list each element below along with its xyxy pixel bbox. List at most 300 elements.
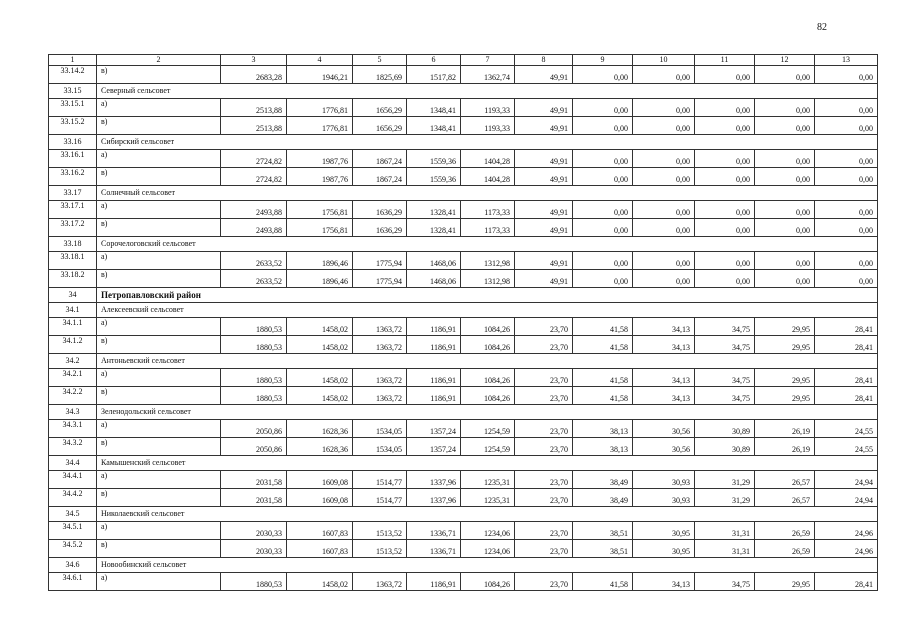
cell-value: 2683,28 xyxy=(221,66,287,84)
row-label: в) xyxy=(97,387,221,405)
cell-value: 26,19 xyxy=(755,438,815,456)
cell-value: 0,00 xyxy=(695,219,755,237)
cell-value: 0,00 xyxy=(573,219,633,237)
section-title: Антоньевский сельсовет xyxy=(97,354,878,369)
row-label: а) xyxy=(97,522,221,540)
cell-value: 2493,88 xyxy=(221,219,287,237)
cell-value: 0,00 xyxy=(755,168,815,186)
section-code: 34.5 xyxy=(49,507,97,522)
cell-value: 1607,83 xyxy=(287,522,353,540)
table-row xyxy=(49,270,878,288)
table-row xyxy=(49,387,878,405)
cell-value: 29,95 xyxy=(755,318,815,336)
cell-value: 0,00 xyxy=(755,270,815,288)
cell-value: 1173,33 xyxy=(461,219,515,237)
cell-value: 1514,77 xyxy=(353,471,407,489)
row-label: в) xyxy=(97,219,221,237)
cell-value: 26,19 xyxy=(755,420,815,438)
cell-value: 2633,52 xyxy=(221,270,287,288)
row-code: 33.17.1 xyxy=(49,201,97,219)
table-row xyxy=(49,438,878,456)
row-label: в) xyxy=(97,438,221,456)
row-code: 34.5.2 xyxy=(49,540,97,558)
cell-value: 1896,46 xyxy=(287,252,353,270)
cell-value: 1186,91 xyxy=(407,387,461,405)
cell-value: 1458,02 xyxy=(287,573,353,591)
cell-value: 0,00 xyxy=(633,201,695,219)
cell-value: 0,00 xyxy=(573,150,633,168)
row-label: а) xyxy=(97,318,221,336)
cell-value: 0,00 xyxy=(633,270,695,288)
cell-value: 0,00 xyxy=(815,252,878,270)
cell-value: 1880,53 xyxy=(221,336,287,354)
table-row xyxy=(49,99,878,117)
page-number: 82 xyxy=(817,22,827,33)
cell-value: 1775,94 xyxy=(353,270,407,288)
cell-value: 30,56 xyxy=(633,438,695,456)
cell-value: 28,41 xyxy=(815,387,878,405)
row-code: 34.3.2 xyxy=(49,438,97,456)
cell-value: 2724,82 xyxy=(221,168,287,186)
cell-value: 1656,29 xyxy=(353,117,407,135)
cell-value: 1825,69 xyxy=(353,66,407,84)
cell-value: 29,95 xyxy=(755,573,815,591)
cell-value: 38,51 xyxy=(573,522,633,540)
cell-value: 30,95 xyxy=(633,540,695,558)
table-row xyxy=(49,168,878,186)
section-code: 34 xyxy=(49,288,97,303)
cell-value: 1193,33 xyxy=(461,117,515,135)
row-label: в) xyxy=(97,168,221,186)
cell-value: 30,89 xyxy=(695,420,755,438)
cell-value: 34,13 xyxy=(633,369,695,387)
cell-value: 38,49 xyxy=(573,471,633,489)
row-code: 33.18.2 xyxy=(49,270,97,288)
cell-value: 1514,77 xyxy=(353,489,407,507)
cell-value: 49,91 xyxy=(515,99,573,117)
district-row xyxy=(49,288,878,303)
cell-value: 1867,24 xyxy=(353,150,407,168)
cell-value: 0,00 xyxy=(573,270,633,288)
cell-value: 1776,81 xyxy=(287,117,353,135)
cell-value: 31,29 xyxy=(695,471,755,489)
cell-value: 0,00 xyxy=(633,99,695,117)
cell-value: 1458,02 xyxy=(287,387,353,405)
cell-value: 41,58 xyxy=(573,387,633,405)
cell-value: 0,00 xyxy=(573,168,633,186)
section-title: Сибирский сельсовет xyxy=(97,135,878,150)
cell-value: 0,00 xyxy=(573,66,633,84)
cell-value: 1628,36 xyxy=(287,438,353,456)
table-row xyxy=(49,522,878,540)
cell-value: 2050,86 xyxy=(221,420,287,438)
cell-value: 23,70 xyxy=(515,489,573,507)
cell-value: 34,75 xyxy=(695,336,755,354)
section-row xyxy=(49,507,878,522)
cell-value: 1559,36 xyxy=(407,150,461,168)
cell-value: 0,00 xyxy=(755,99,815,117)
column-header: 10 xyxy=(633,55,695,66)
cell-value: 38,49 xyxy=(573,489,633,507)
tariff-table xyxy=(48,54,878,591)
row-code: 33.14.2 xyxy=(49,66,97,84)
cell-value: 38,13 xyxy=(573,438,633,456)
section-title: Николаевский сельсовет xyxy=(97,507,878,522)
cell-value: 1348,41 xyxy=(407,117,461,135)
section-code: 33.15 xyxy=(49,84,97,99)
row-code: 34.1.2 xyxy=(49,336,97,354)
cell-value: 0,00 xyxy=(815,99,878,117)
cell-value: 1254,59 xyxy=(461,420,515,438)
cell-value: 1084,26 xyxy=(461,369,515,387)
cell-value: 1468,06 xyxy=(407,252,461,270)
cell-value: 0,00 xyxy=(755,150,815,168)
section-row xyxy=(49,456,878,471)
cell-value: 30,93 xyxy=(633,471,695,489)
table-row xyxy=(49,117,878,135)
cell-value: 1084,26 xyxy=(461,318,515,336)
column-header: 1 xyxy=(49,55,97,66)
column-header: 6 xyxy=(407,55,461,66)
cell-value: 49,91 xyxy=(515,150,573,168)
table-row xyxy=(49,420,878,438)
row-code: 33.17.2 xyxy=(49,219,97,237)
cell-value: 1336,71 xyxy=(407,522,461,540)
row-code: 34.1.1 xyxy=(49,318,97,336)
cell-value: 1896,46 xyxy=(287,270,353,288)
cell-value: 1336,71 xyxy=(407,540,461,558)
section-code: 34.4 xyxy=(49,456,97,471)
cell-value: 23,70 xyxy=(515,471,573,489)
cell-value: 1328,41 xyxy=(407,219,461,237)
column-header: 12 xyxy=(755,55,815,66)
column-header: 2 xyxy=(97,55,221,66)
cell-value: 2633,52 xyxy=(221,252,287,270)
table-header-row xyxy=(49,55,878,66)
cell-value: 26,57 xyxy=(755,489,815,507)
column-header: 3 xyxy=(221,55,287,66)
cell-value: 1312,98 xyxy=(461,270,515,288)
cell-value: 24,94 xyxy=(815,471,878,489)
cell-value: 26,57 xyxy=(755,471,815,489)
cell-value: 0,00 xyxy=(815,168,878,186)
cell-value: 2030,33 xyxy=(221,522,287,540)
cell-value: 29,95 xyxy=(755,369,815,387)
table-row xyxy=(49,318,878,336)
cell-value: 1404,28 xyxy=(461,168,515,186)
cell-value: 1880,53 xyxy=(221,573,287,591)
cell-value: 0,00 xyxy=(815,150,878,168)
cell-value: 2050,86 xyxy=(221,438,287,456)
table-row xyxy=(49,219,878,237)
district-title: Петропавловский район xyxy=(97,288,878,303)
cell-value: 1607,83 xyxy=(287,540,353,558)
cell-value: 1235,31 xyxy=(461,489,515,507)
section-row xyxy=(49,186,878,201)
cell-value: 30,89 xyxy=(695,438,755,456)
cell-value: 49,91 xyxy=(515,117,573,135)
cell-value: 1084,26 xyxy=(461,573,515,591)
cell-value: 1776,81 xyxy=(287,99,353,117)
cell-value: 1328,41 xyxy=(407,201,461,219)
cell-value: 24,96 xyxy=(815,522,878,540)
cell-value: 1559,36 xyxy=(407,168,461,186)
cell-value: 49,91 xyxy=(515,168,573,186)
cell-value: 0,00 xyxy=(755,201,815,219)
cell-value: 1987,76 xyxy=(287,168,353,186)
cell-value: 1357,24 xyxy=(407,438,461,456)
cell-value: 26,59 xyxy=(755,540,815,558)
section-row xyxy=(49,237,878,252)
cell-value: 1513,52 xyxy=(353,522,407,540)
cell-value: 2030,33 xyxy=(221,540,287,558)
cell-value: 0,00 xyxy=(695,168,755,186)
cell-value: 1363,72 xyxy=(353,573,407,591)
cell-value: 0,00 xyxy=(633,117,695,135)
cell-value: 30,93 xyxy=(633,489,695,507)
table-row xyxy=(49,252,878,270)
table-row xyxy=(49,540,878,558)
cell-value: 0,00 xyxy=(695,270,755,288)
cell-value: 1254,59 xyxy=(461,438,515,456)
cell-value: 24,55 xyxy=(815,420,878,438)
cell-value: 28,41 xyxy=(815,369,878,387)
cell-value: 1946,21 xyxy=(287,66,353,84)
cell-value: 41,58 xyxy=(573,318,633,336)
cell-value: 49,91 xyxy=(515,201,573,219)
section-row xyxy=(49,354,878,369)
table-row xyxy=(49,201,878,219)
table-row xyxy=(49,66,878,84)
table-row xyxy=(49,471,878,489)
cell-value: 34,13 xyxy=(633,318,695,336)
section-title: Сорочелоговский сельсовет xyxy=(97,237,878,252)
cell-value: 29,95 xyxy=(755,387,815,405)
cell-value: 1880,53 xyxy=(221,369,287,387)
cell-value: 28,41 xyxy=(815,318,878,336)
section-title: Северный сельсовет xyxy=(97,84,878,99)
section-title: Зеленодольский сельсовет xyxy=(97,405,878,420)
cell-value: 0,00 xyxy=(633,150,695,168)
cell-value: 28,41 xyxy=(815,336,878,354)
cell-value: 0,00 xyxy=(815,66,878,84)
cell-value: 0,00 xyxy=(695,252,755,270)
cell-value: 1534,05 xyxy=(353,438,407,456)
cell-value: 1458,02 xyxy=(287,369,353,387)
cell-value: 1363,72 xyxy=(353,336,407,354)
row-label: в) xyxy=(97,540,221,558)
section-code: 34.6 xyxy=(49,558,97,573)
cell-value: 1234,06 xyxy=(461,522,515,540)
cell-value: 0,00 xyxy=(573,252,633,270)
row-code: 33.16.1 xyxy=(49,150,97,168)
cell-value: 0,00 xyxy=(695,99,755,117)
cell-value: 1235,31 xyxy=(461,471,515,489)
cell-value: 1880,53 xyxy=(221,387,287,405)
row-code: 34.2.2 xyxy=(49,387,97,405)
cell-value: 38,51 xyxy=(573,540,633,558)
cell-value: 23,70 xyxy=(515,573,573,591)
column-header: 9 xyxy=(573,55,633,66)
section-title: Солнечный сельсовет xyxy=(97,186,878,201)
cell-value: 23,70 xyxy=(515,318,573,336)
section-title: Камышенский сельсовет xyxy=(97,456,878,471)
row-label: а) xyxy=(97,420,221,438)
section-code: 34.2 xyxy=(49,354,97,369)
cell-value: 1186,91 xyxy=(407,318,461,336)
cell-value: 1337,96 xyxy=(407,471,461,489)
cell-value: 1517,82 xyxy=(407,66,461,84)
table-row xyxy=(49,150,878,168)
cell-value: 1186,91 xyxy=(407,369,461,387)
cell-value: 23,70 xyxy=(515,336,573,354)
cell-value: 2513,88 xyxy=(221,99,287,117)
table-row xyxy=(49,369,878,387)
table-row xyxy=(49,573,878,591)
cell-value: 1404,28 xyxy=(461,150,515,168)
cell-value: 1534,05 xyxy=(353,420,407,438)
cell-value: 28,41 xyxy=(815,573,878,591)
cell-value: 23,70 xyxy=(515,438,573,456)
cell-value: 29,95 xyxy=(755,336,815,354)
cell-value: 34,75 xyxy=(695,387,755,405)
cell-value: 38,13 xyxy=(573,420,633,438)
cell-value: 1987,76 xyxy=(287,150,353,168)
row-label: в) xyxy=(97,336,221,354)
row-code: 34.2.1 xyxy=(49,369,97,387)
cell-value: 34,75 xyxy=(695,369,755,387)
cell-value: 1186,91 xyxy=(407,336,461,354)
cell-value: 41,58 xyxy=(573,336,633,354)
cell-value: 31,31 xyxy=(695,540,755,558)
row-label: а) xyxy=(97,150,221,168)
cell-value: 1363,72 xyxy=(353,387,407,405)
cell-value: 0,00 xyxy=(695,150,755,168)
cell-value: 34,75 xyxy=(695,318,755,336)
cell-value: 0,00 xyxy=(815,270,878,288)
cell-value: 24,55 xyxy=(815,438,878,456)
row-label: а) xyxy=(97,99,221,117)
cell-value: 1756,81 xyxy=(287,219,353,237)
section-code: 34.3 xyxy=(49,405,97,420)
column-header: 7 xyxy=(461,55,515,66)
row-label: а) xyxy=(97,369,221,387)
section-title: Алексеевский сельсовет xyxy=(97,303,878,318)
cell-value: 1363,72 xyxy=(353,369,407,387)
cell-value: 0,00 xyxy=(755,117,815,135)
row-code: 34.5.1 xyxy=(49,522,97,540)
cell-value: 0,00 xyxy=(815,201,878,219)
cell-value: 23,70 xyxy=(515,522,573,540)
cell-value: 1880,53 xyxy=(221,318,287,336)
cell-value: 0,00 xyxy=(815,219,878,237)
section-row xyxy=(49,84,878,99)
cell-value: 1173,33 xyxy=(461,201,515,219)
cell-value: 0,00 xyxy=(695,117,755,135)
section-row xyxy=(49,135,878,150)
cell-value: 49,91 xyxy=(515,252,573,270)
cell-value: 1234,06 xyxy=(461,540,515,558)
cell-value: 0,00 xyxy=(573,117,633,135)
cell-value: 23,70 xyxy=(515,387,573,405)
cell-value: 0,00 xyxy=(755,66,815,84)
cell-value: 1458,02 xyxy=(287,318,353,336)
row-code: 33.18.1 xyxy=(49,252,97,270)
section-title: Новообинский сельсовет xyxy=(97,558,878,573)
section-code: 33.16 xyxy=(49,135,97,150)
cell-value: 23,70 xyxy=(515,369,573,387)
cell-value: 1468,06 xyxy=(407,270,461,288)
cell-value: 0,00 xyxy=(573,99,633,117)
row-label: в) xyxy=(97,270,221,288)
row-label: в) xyxy=(97,117,221,135)
cell-value: 0,00 xyxy=(695,201,755,219)
cell-value: 2031,58 xyxy=(221,471,287,489)
cell-value: 34,13 xyxy=(633,573,695,591)
cell-value: 1636,29 xyxy=(353,201,407,219)
cell-value: 23,70 xyxy=(515,540,573,558)
row-label: в) xyxy=(97,66,221,84)
cell-value: 0,00 xyxy=(815,117,878,135)
column-header: 4 xyxy=(287,55,353,66)
cell-value: 1513,52 xyxy=(353,540,407,558)
row-label: в) xyxy=(97,489,221,507)
cell-value: 49,91 xyxy=(515,66,573,84)
row-label: а) xyxy=(97,252,221,270)
row-label: а) xyxy=(97,573,221,591)
cell-value: 34,13 xyxy=(633,387,695,405)
section-code: 34.1 xyxy=(49,303,97,318)
cell-value: 34,13 xyxy=(633,336,695,354)
cell-value: 2031,58 xyxy=(221,489,287,507)
row-label: а) xyxy=(97,471,221,489)
section-code: 33.18 xyxy=(49,237,97,252)
cell-value: 1348,41 xyxy=(407,99,461,117)
cell-value: 0,00 xyxy=(633,219,695,237)
cell-value: 1186,91 xyxy=(407,573,461,591)
table-row xyxy=(49,489,878,507)
cell-value: 1337,96 xyxy=(407,489,461,507)
cell-value: 31,31 xyxy=(695,522,755,540)
cell-value: 1656,29 xyxy=(353,99,407,117)
section-row xyxy=(49,303,878,318)
cell-value: 1609,08 xyxy=(287,471,353,489)
cell-value: 1636,29 xyxy=(353,219,407,237)
cell-value: 0,00 xyxy=(755,252,815,270)
cell-value: 23,70 xyxy=(515,420,573,438)
cell-value: 24,94 xyxy=(815,489,878,507)
row-code: 34.4.1 xyxy=(49,471,97,489)
cell-value: 1084,26 xyxy=(461,336,515,354)
row-code: 33.15.2 xyxy=(49,117,97,135)
cell-value: 1628,36 xyxy=(287,420,353,438)
cell-value: 1775,94 xyxy=(353,252,407,270)
cell-value: 0,00 xyxy=(633,252,695,270)
cell-value: 1084,26 xyxy=(461,387,515,405)
cell-value: 49,91 xyxy=(515,219,573,237)
cell-value: 0,00 xyxy=(633,66,695,84)
cell-value: 2724,82 xyxy=(221,150,287,168)
cell-value: 30,95 xyxy=(633,522,695,540)
column-header: 11 xyxy=(695,55,755,66)
cell-value: 41,58 xyxy=(573,573,633,591)
cell-value: 2493,88 xyxy=(221,201,287,219)
cell-value: 1193,33 xyxy=(461,99,515,117)
column-header: 5 xyxy=(353,55,407,66)
cell-value: 1458,02 xyxy=(287,336,353,354)
cell-value: 0,00 xyxy=(755,219,815,237)
row-code: 33.15.1 xyxy=(49,99,97,117)
